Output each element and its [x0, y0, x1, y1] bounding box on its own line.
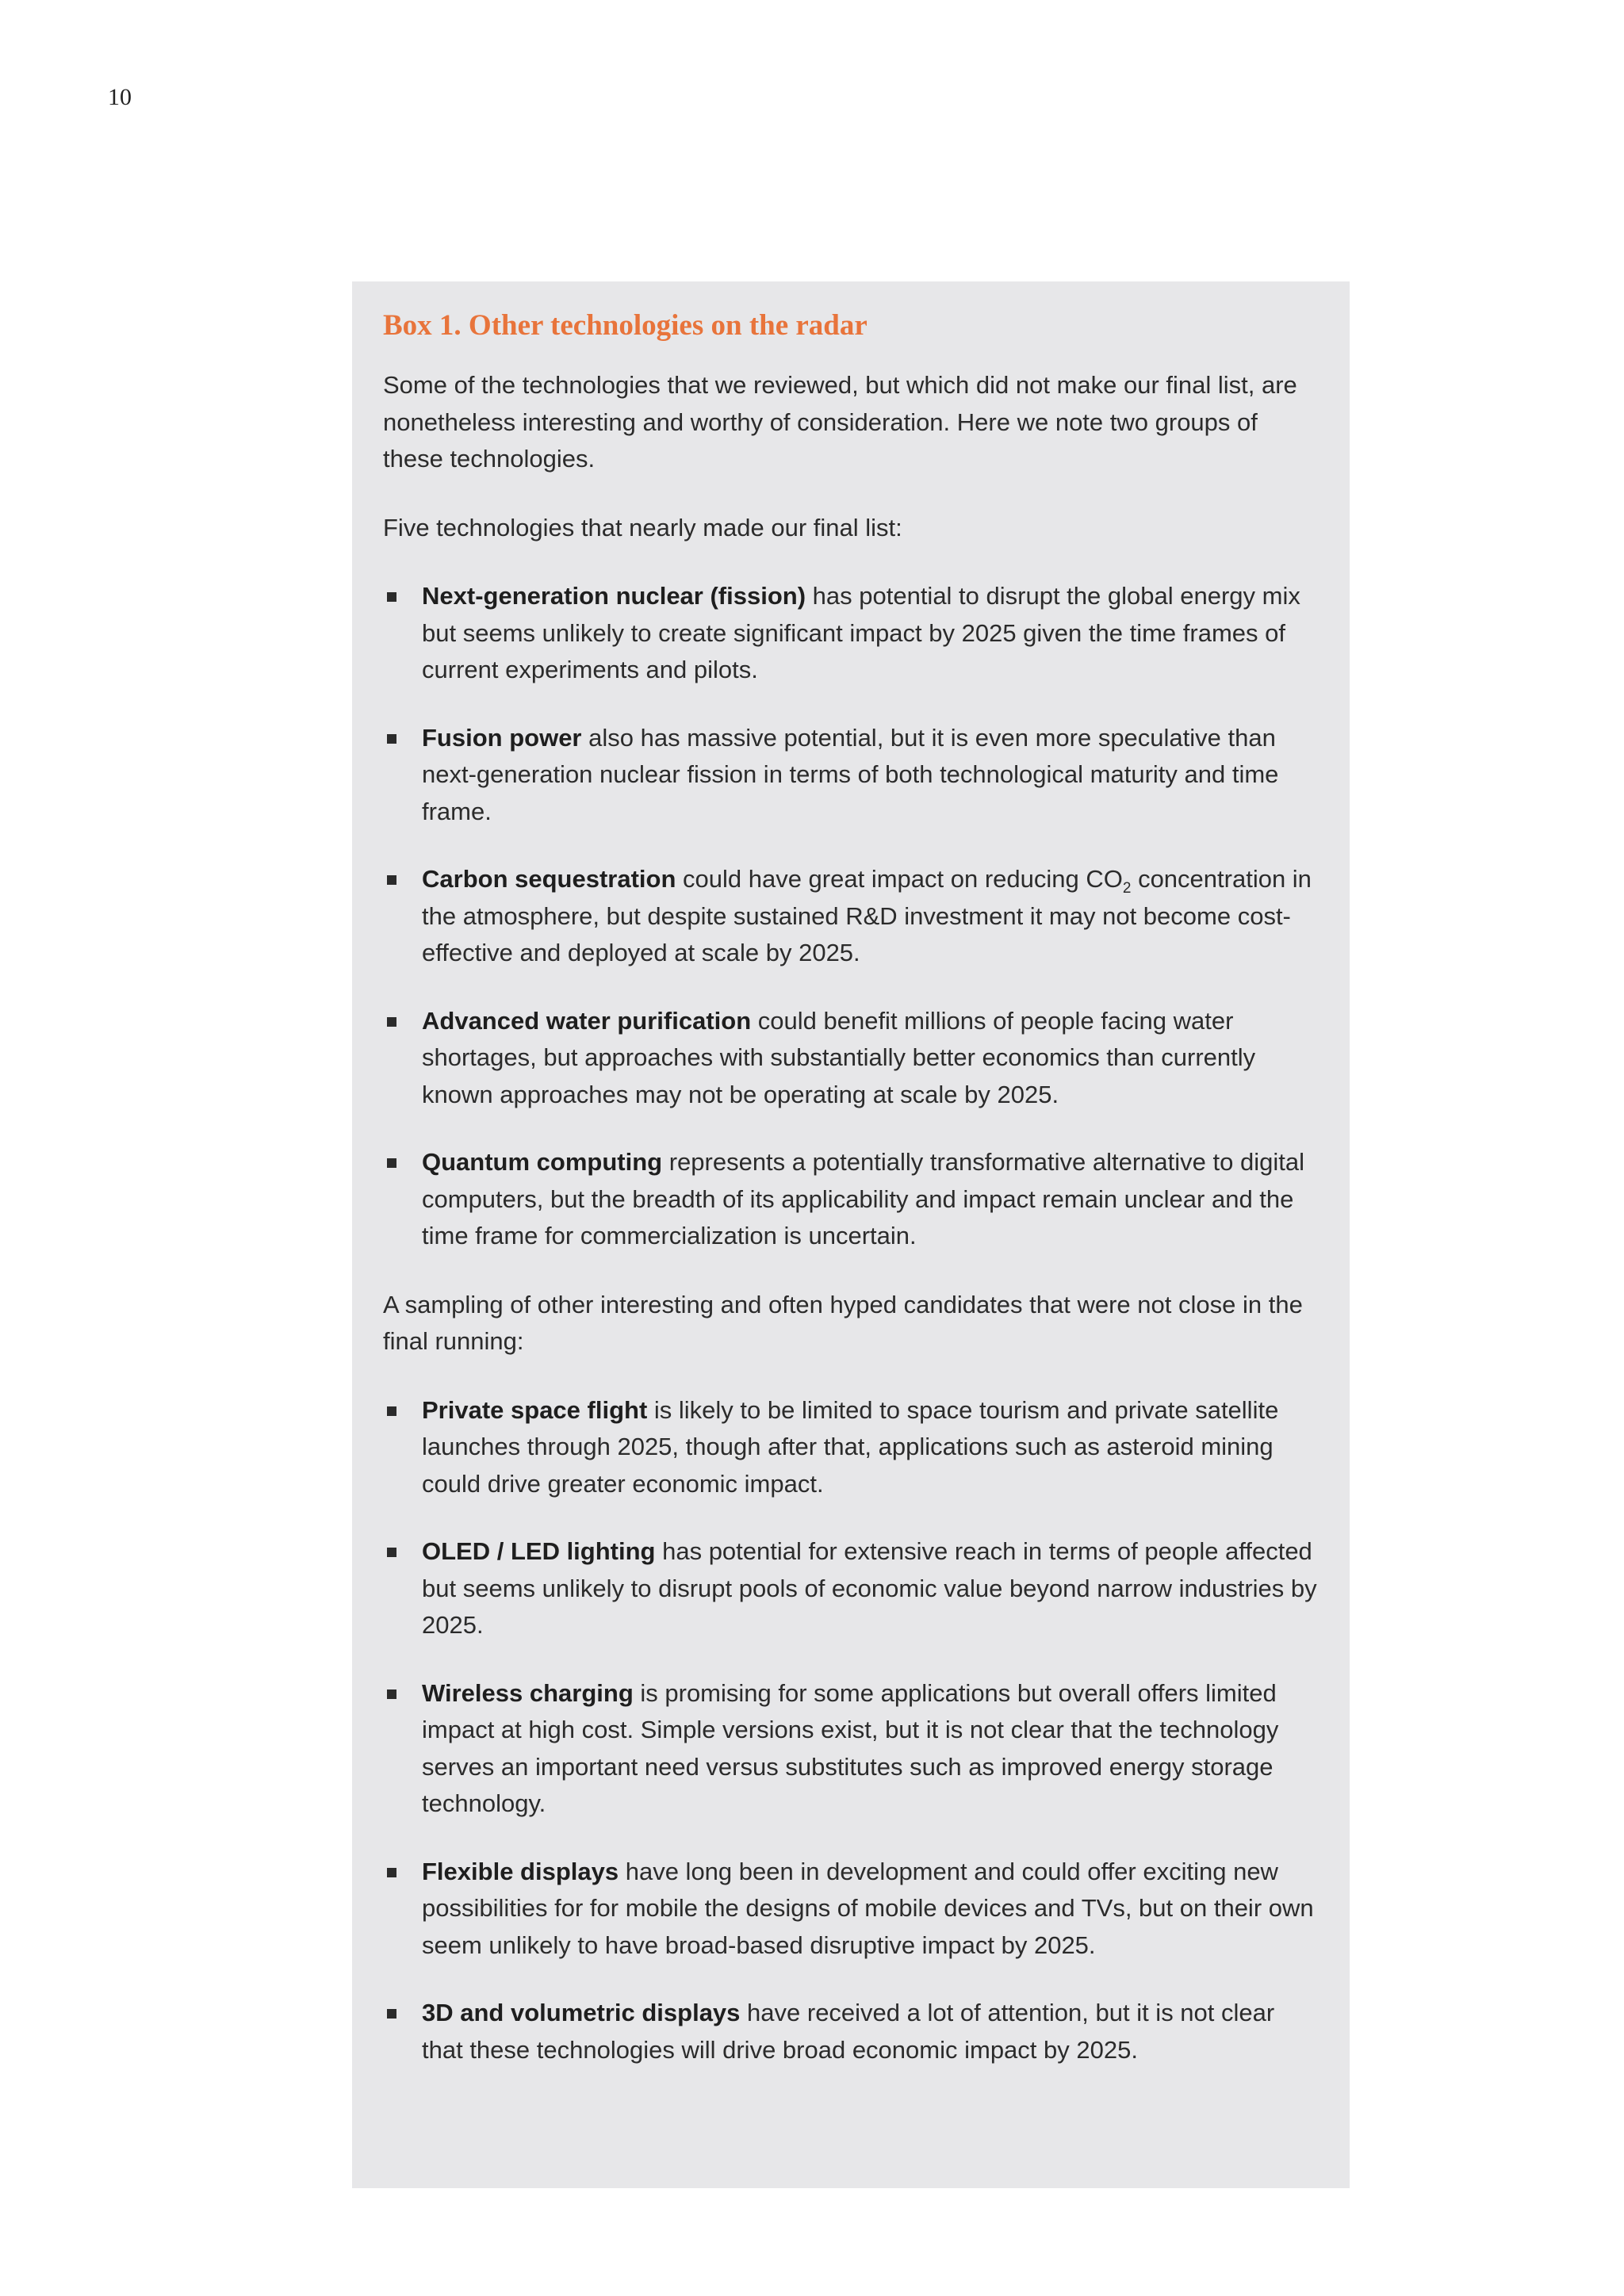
item-term: Next-generation nuclear (fission)	[422, 582, 806, 610]
bullet-square-icon	[387, 1689, 396, 1699]
item-text: has potential for extensive reach in terms of people affected but seems unlikely to disrupt pools of economic value beyond narrow industries by 2025.	[422, 1537, 1317, 1639]
group2-heading: A sampling of other interesting and often hyped candidates that were not close in the final running:	[383, 1290, 1303, 1355]
item-subscript: 2	[1122, 880, 1132, 897]
item-text: is likely to be limited to space tourism and private satellite launches through 2025, though after that, applications such as asteroid mining could drive greater economic impact.	[422, 1395, 1279, 1498]
item-term: Carbon sequestration	[422, 865, 676, 893]
bullet-square-icon	[387, 1017, 396, 1027]
item-text: could have great impact on reducing CO	[676, 865, 1123, 893]
item-term: Private space flight	[422, 1395, 648, 1424]
item-text: have received a lot of attention, but it is not clear that these technologies will drive broad economic impact by 2025.	[422, 1999, 1275, 2064]
box-title: Box 1. Other technologies on the radar	[383, 309, 868, 342]
item-term: Fusion power	[422, 723, 582, 752]
list-item	[383, 1675, 1318, 1823]
item-text: has potential to disrupt the global energy mix but seems unlikely to create significant impact by 2025 given the time frames of current experiments and pilots.	[422, 582, 1300, 683]
item-text: is promising for some applications but overall offers limited impact at high cost. Simple versions exist, but it is not clear that the technology serves an important need versus substitutes such as improved energy storage technology.	[422, 1678, 1279, 1817]
item-text: have long been in development and could offer exciting new possibilities for for mobile the designs of mobile devices and TVs, but on their own seem unlikely to have broad-based disruptive impact by 2025.	[422, 1857, 1314, 1959]
group1-list	[383, 578, 1318, 1255]
list-item	[383, 1144, 1318, 1255]
group1-heading: Five technologies that nearly made our final list:	[383, 513, 902, 541]
bullet-square-icon	[387, 1548, 396, 1557]
list-item	[383, 1995, 1318, 2068]
list-item	[383, 720, 1318, 831]
item-term: Quantum computing	[422, 1148, 663, 1176]
bullet-square-icon	[387, 1158, 396, 1168]
list-item	[383, 1003, 1318, 1114]
list-item	[383, 578, 1318, 689]
list-item	[383, 1392, 1318, 1503]
box-intro: Some of the technologies that we reviewed, but which did not make our final list, are nonetheless interesting and worthy of consideration. Here we note two groups of these technologies.	[383, 371, 1297, 473]
item-text: could benefit millions of people facing water shortages, but approaches with substantially better economics than currently known approaches may not be operating at scale by 2025.	[422, 1006, 1256, 1108]
item-term: Advanced water purification	[422, 1006, 752, 1035]
bullet-square-icon	[387, 875, 396, 885]
bullet-square-icon	[387, 1406, 396, 1416]
sidebar-box	[352, 281, 1350, 2188]
bullet-square-icon	[387, 592, 396, 602]
item-term: Wireless charging	[422, 1678, 634, 1707]
page-number: 10	[108, 84, 132, 110]
group2-list	[383, 1392, 1318, 2069]
bullet-square-icon	[387, 2009, 396, 2019]
bullet-square-icon	[387, 1868, 396, 1877]
item-text: also has massive potential, but it is even more speculative than next-generation nuclear fission in terms of both technological maturity and time frame.	[422, 723, 1279, 825]
list-item	[383, 1533, 1318, 1644]
item-text-after: concentration in the atmosphere, but despite sustained R&D investment it may not become cost-effective and deployed at scale by 2025.	[422, 865, 1312, 966]
item-term: Flexible displays	[422, 1857, 619, 1885]
item-term: OLED / LED lighting	[422, 1537, 656, 1565]
bullet-square-icon	[387, 734, 396, 744]
list-item	[383, 861, 1318, 972]
item-term: 3D and volumetric displays	[422, 1999, 741, 2026]
item-text: represents a potentially transformative alternative to digital computers, but the breadth of its applicability and impact remain unclear and the time frame for commercialization is uncertain.	[422, 1148, 1304, 1249]
list-item	[383, 1854, 1318, 1965]
